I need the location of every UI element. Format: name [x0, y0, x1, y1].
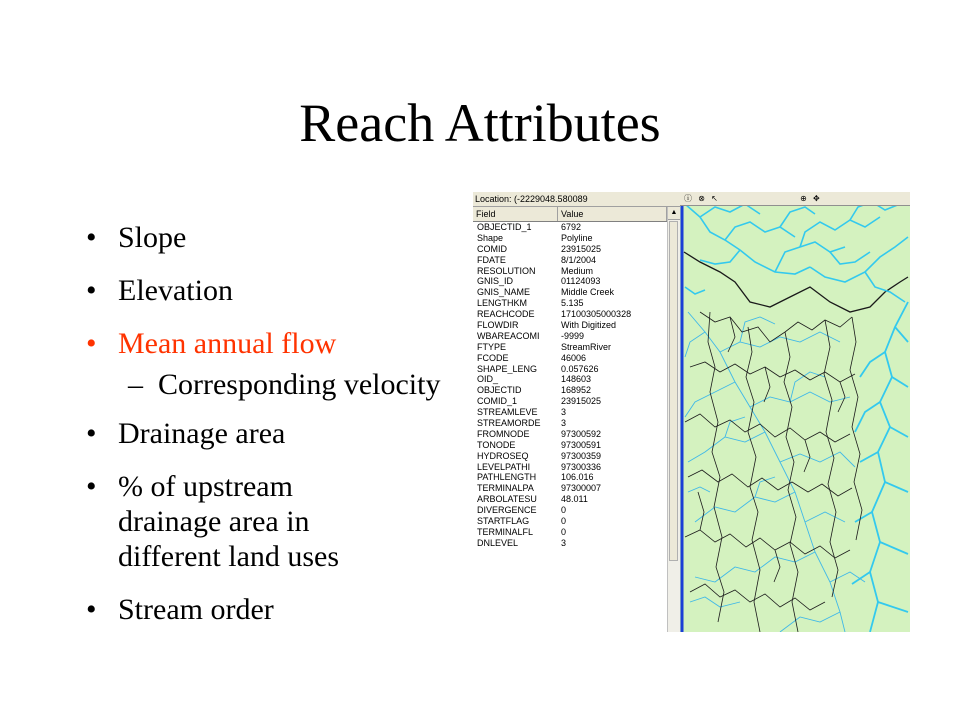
field-name: OBJECTID — [477, 385, 522, 396]
field-name: PATHLENGTH — [477, 472, 537, 483]
table-row[interactable] — [473, 233, 666, 244]
field-value: Middle Creek — [561, 287, 615, 298]
field-name: DNLEVEL — [477, 537, 519, 548]
bullet-dot: • — [86, 470, 97, 503]
field-value: 97300336 — [561, 461, 602, 472]
table-row[interactable] — [473, 462, 666, 473]
field-name: COMID_1 — [477, 396, 518, 407]
field-value: StreamRiver — [561, 341, 612, 352]
table-row[interactable] — [473, 385, 666, 396]
table-row[interactable] — [473, 374, 666, 385]
field-name: ARBOLATESU — [477, 494, 537, 505]
table-row[interactable] — [473, 298, 666, 309]
field-value: 97300359 — [561, 450, 602, 461]
field-value: 3 — [561, 407, 567, 418]
field-value: 0.057626 — [561, 363, 599, 374]
table-row[interactable] — [473, 418, 666, 429]
field-name: STREAMORDE — [477, 418, 541, 429]
field-value: 17100305000328 — [561, 309, 632, 320]
sub-bullet-dash: – — [128, 368, 143, 401]
scroll-up-icon[interactable]: ▲ — [668, 207, 680, 220]
column-header-field[interactable]: Field — [473, 207, 558, 221]
field-name: FLOWDIR — [477, 320, 519, 331]
table-row[interactable] — [473, 331, 666, 342]
field-name: LEVELPATHI — [477, 461, 531, 472]
binoculars-icon[interactable]: ⊗ — [698, 194, 705, 203]
table-row[interactable] — [473, 429, 666, 440]
field-name: WBAREACOMI — [477, 330, 540, 341]
table-row[interactable] — [473, 516, 666, 527]
field-value: 3 — [561, 418, 567, 429]
field-value: 01124093 — [561, 276, 601, 287]
bullet-slope: • Slope — [86, 221, 187, 254]
table-row[interactable] — [473, 287, 666, 298]
bullet-dot: • — [86, 274, 97, 307]
field-name: REACHCODE — [477, 309, 535, 320]
field-value: 5.135 — [561, 298, 584, 309]
field-name: FTYPE — [477, 341, 507, 352]
field-name: FROMNODE — [477, 428, 530, 439]
table-row[interactable] — [473, 342, 666, 353]
field-name: FDATE — [477, 254, 506, 265]
zoom-icon[interactable]: ⊕ — [800, 194, 807, 203]
bullet-upstream-landuse: • % of upstream drainage area in different land uses — [86, 470, 340, 573]
bullet-elevation: • Elevation — [86, 274, 233, 307]
bullet-dot: • — [86, 221, 97, 254]
field-value: 97300591 — [561, 439, 602, 450]
field-name: STREAMLEVE — [477, 407, 538, 418]
field-name: GNIS_NAME — [477, 287, 531, 298]
field-value: 23915025 — [561, 396, 602, 407]
table-row[interactable] — [473, 276, 666, 287]
location-readout: Location: (-2229048.580089 — [473, 192, 680, 207]
field-name: OID_ — [477, 374, 499, 385]
table-row[interactable] — [473, 527, 666, 538]
field-name: RESOLUTION — [477, 265, 536, 276]
field-value: 48.011 — [561, 494, 588, 505]
field-value: 3 — [561, 537, 567, 548]
bullet-dot: • — [86, 327, 97, 360]
field-name: SHAPE_LENG — [477, 363, 538, 374]
field-value: 0 — [561, 505, 567, 516]
bullet-stream-order: • Stream order — [86, 593, 274, 626]
vertical-scrollbar[interactable] — [667, 207, 680, 632]
table-row[interactable] — [473, 309, 666, 320]
field-name: DIVERGENCE — [477, 505, 537, 516]
table-row[interactable] — [473, 483, 666, 494]
pointer-icon[interactable]: ↖ — [711, 194, 718, 203]
field-value: With Digitized — [561, 320, 617, 331]
table-row[interactable] — [473, 353, 666, 364]
table-row[interactable] — [473, 440, 666, 451]
field-value: 106.016 — [561, 472, 594, 483]
attribute-table-header — [473, 207, 680, 222]
field-name: OBJECTID_1 — [477, 222, 532, 232]
field-value: 23915025 — [561, 243, 602, 254]
field-value: -9999 — [561, 330, 585, 341]
slide-title: Reach Attributes — [299, 93, 661, 153]
bullet-dot: • — [86, 593, 97, 626]
field-name: TERMINALPA — [477, 483, 534, 494]
field-value: 148603 — [561, 374, 592, 385]
field-name: Shape — [477, 232, 504, 243]
column-header-value[interactable]: Value — [558, 207, 667, 221]
table-row[interactable] — [473, 494, 666, 505]
table-row[interactable] — [473, 472, 666, 483]
field-value: 6792 — [561, 222, 582, 232]
table-row[interactable] — [473, 266, 666, 277]
field-value: 0 — [561, 526, 567, 537]
field-name: TERMINALFL — [477, 526, 534, 537]
field-value: Medium — [561, 265, 594, 276]
table-row[interactable] — [473, 538, 666, 549]
field-name: COMID — [477, 243, 507, 254]
map-view[interactable] — [680, 192, 910, 632]
identify-results-panel — [473, 192, 680, 632]
field-value: 0 — [561, 516, 567, 527]
field-name: HYDROSEQ — [477, 450, 529, 461]
pan-icon[interactable]: ✥ — [813, 194, 820, 203]
bullet-dot: • — [86, 417, 97, 450]
table-row[interactable] — [473, 222, 666, 233]
scrollbar-thumb[interactable] — [669, 221, 678, 561]
attribute-table-body — [473, 222, 666, 549]
field-name: FCODE — [477, 352, 509, 363]
sub-bullet-velocity: – Corresponding velocity — [128, 368, 441, 401]
table-row[interactable] — [473, 244, 666, 255]
table-row[interactable] — [473, 364, 666, 375]
table-row[interactable] — [473, 505, 666, 516]
table-row[interactable] — [473, 255, 666, 266]
table-row[interactable] — [473, 396, 666, 407]
stream-network-map[interactable] — [680, 192, 910, 632]
land-background — [680, 192, 910, 632]
field-name: LENGTHKM — [477, 298, 528, 309]
identify-icon[interactable]: ⓘ — [684, 194, 692, 203]
bullet-mean-annual-flow: • Mean annual flow — [86, 327, 337, 360]
bullet-list — [86, 220, 466, 627]
field-value: 8/1/2004 — [561, 254, 597, 265]
field-value: Polyline — [561, 232, 593, 243]
bullet-drainage-area: • Drainage area — [86, 417, 286, 450]
field-name: GNIS_ID — [477, 276, 514, 287]
table-row[interactable] — [473, 407, 666, 418]
map-toolbar — [680, 192, 910, 206]
field-value: 97300007 — [561, 483, 602, 494]
table-row[interactable] — [473, 320, 666, 331]
field-value: 97300592 — [561, 428, 602, 439]
field-name: TONODE — [477, 439, 516, 450]
field-value: 168952 — [561, 385, 592, 396]
field-name: STARTFLAG — [477, 516, 530, 527]
table-row[interactable] — [473, 451, 666, 462]
field-value: 46006 — [561, 352, 587, 363]
